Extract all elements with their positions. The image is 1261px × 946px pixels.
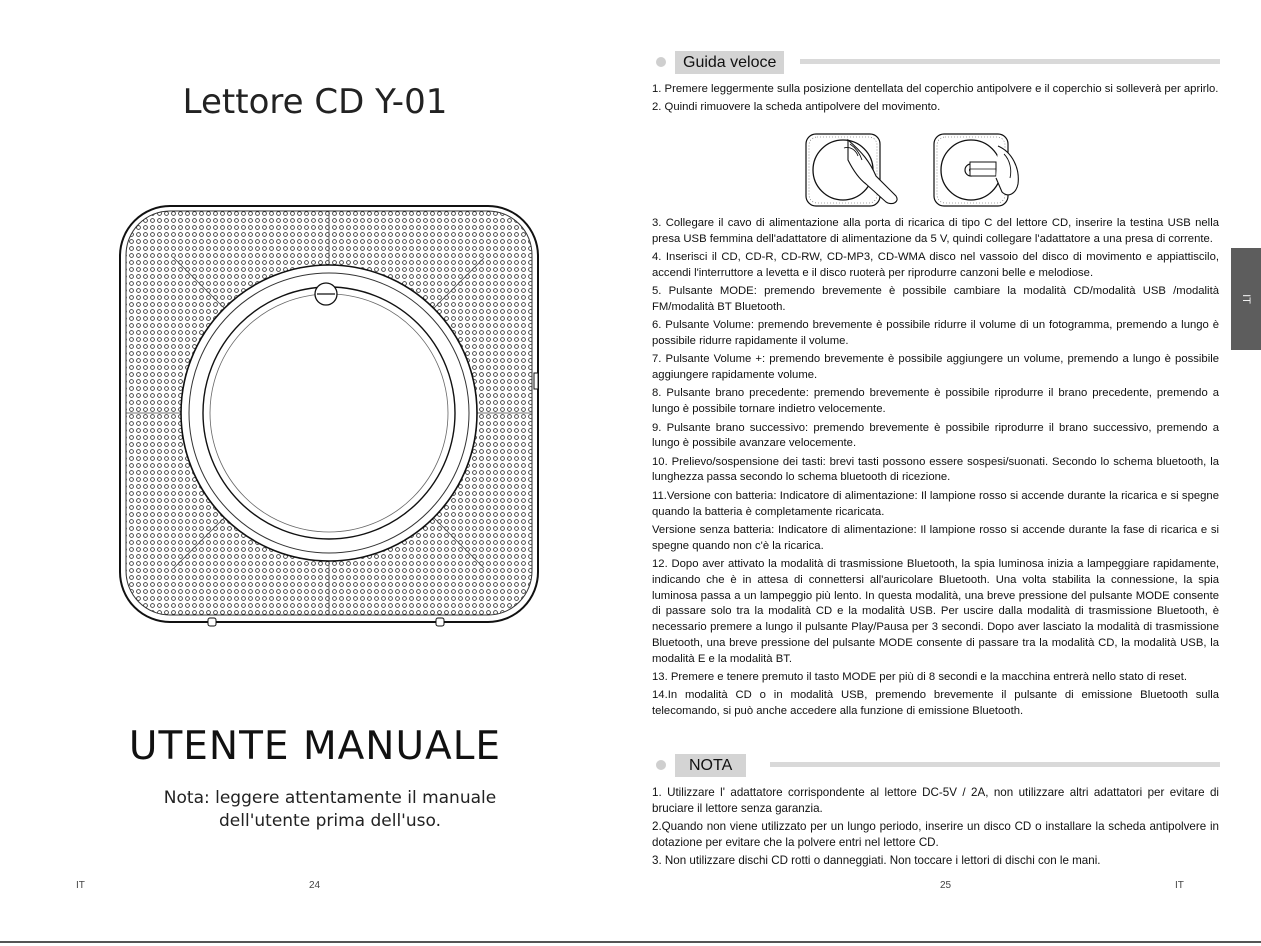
step-item: 7. Pulsante Volume +: premendo brevemente è possibile aggiungere un volume, premendo a lungo è possibile aggiungere rapidamente volume. [652,353,1219,382]
step-item: 3. Collegare il cavo di alimentazione alla porta di ricarica di tipo C del lettore CD, inserire la testina USB nella presa USB femmina dell'adattatore di alimentazione da 5 V, quindi collegare l'adattatore a una presa di corrente. [652,217,1219,245]
note-list [652,785,1219,869]
note-heading [652,753,1220,777]
step-item: 12. Dopo aver attivato la modalità di trasmissione Bluetooth, la spia luminosa inizia a lampeggiare rapidamente, indicando che è in attesa di connettersi all'auricolare Bluetooth. Una volta stabilita la connessione, la spia luminosa passa a un lampeggio più lento. In questa modalità, una breve pressione del pulsante MODE consente di passare solo tra la modalità CD e la modalità USB. Per uscire dalla modalità di trasmissione Bluetooth, è necessario premere a lungo il pulsante Play/Pausa per 3 secondi. Dopo aver lasciato la modalità di trasmissione Bluetooth, una breve pressione del pulsante MODE consente di passare tra la modalità CD, la modalità USB, la modalità E e la modalità BT. [652,557,1219,665]
quick-guide-steps [652,216,1219,720]
right-page [630,0,1261,946]
reading-note [120,787,540,833]
product-title: Lettore CD Y-01 [182,82,448,122]
step-item: 8. Pulsante brano precedente: premendo brevemente è possibile riprodurre il brano precedente, premendo a lungo è possibile tornare indietro velocemente. [652,387,1219,416]
note-item: 2.Quando non viene utilizzato per un lungo periodo, inserire un disco CD o installare la scheda antipolvere in dotazione per evitare che la polvere entri nel lettore CD. [652,820,1219,849]
cd-player-illustration [114,203,544,633]
step-item: 14.In modalità CD o in modalità USB, premendo brevemente il pulsante di emissione Bluetooth sulla telecomando, si può anche accedere alla funzione di emissione Bluetooth. [652,689,1219,718]
manual-title: UTENTE MANUALE [128,724,502,769]
bullet-dot-icon [656,57,666,67]
step-item: 1. Premere leggermente sulla posizione dentellata del coperchio antipolvere e il coperchio si solleverà per aprirlo. [652,83,1219,95]
heading-rule [770,762,1220,767]
step-item: 4. Inserisci il CD, CD-R, CD-RW, CD-MP3, CD-WMA disco nel vassoio del disco di movimento e appiattiscilo, accendi l'interruttore a levetta e il disco ruoterà per riprodurre canzoni belle e melodiose. [652,251,1219,279]
note-item: 1. Utilizzare l' adattatore corrispondente al lettore DC-5V / 2A, non utilizzare altri adattatori per evitare di bruciare il lettore senza garanzia. [652,786,1219,815]
reading-note-line-1: Nota: leggere attentamente il manuale [163,788,497,808]
left-page-number: 24 [309,880,321,891]
note-item: 3. Non utilizzare dischi CD rotti o danneggiati. Non toccare i lettori di dischi con le mani. [652,854,1101,868]
quick-guide-steps-intro [652,82,1219,116]
step-item: Versione senza batteria: Indicatore di alimentazione: Il lampione rosso si accende durante la fase di ricarica e si spegne quando non c'è la ricarica. [652,523,1219,552]
bullet-dot-icon [656,760,666,770]
step-item: 10. Prelievo/sospensione dei tasti: brevi tasti possono essere sospesi/suonati. Secondo lo schema bluetooth, la lunghezza passa secondo lo schema bluetooth di ricezione. [652,455,1219,484]
dust-card-removal-illustration [932,132,1032,208]
step-item: 2. Quindi rimuovere la scheda antipolvere del movimento. [652,101,941,114]
heading-rule [800,59,1220,64]
left-page [0,0,630,946]
bottom-border [0,941,1261,943]
right-page-number: 25 [940,880,952,891]
step-item: 13. Premere e tenere premuto il tasto MODE per più di 8 secondi e la macchina entrerà nello stato di reset. [652,671,1187,684]
language-side-tab [1231,248,1261,350]
step-item: 11.Versione con batteria: Indicatore di alimentazione: Il lampione rosso si accende durante la ricarica e si spegne quando la batteria è completamente ricaricata. [652,489,1219,518]
quick-guide-label: Guida veloce [675,51,784,74]
step-item: 6. Pulsante Volume: premendo brevemente è possibile ridurre il volume di un fotogramma, premendo a lungo è possibile ridurre rapidamente il volume. [652,319,1219,348]
step-item: 9. Pulsante brano successivo: premendo brevemente è possibile riprodurre il brano successivo, premendo a lungo è possibile avanzare velocemente. [652,421,1219,450]
step-item: 5. Pulsante MODE: premendo brevemente è possibile cambiare la modalità CD/modalità USB /modalità FM/modalità BT Bluetooth. [652,285,1219,313]
reading-note-line-2: dell'utente prima dell'uso. [219,811,441,831]
note-label: NOTA [675,754,746,777]
side-tab-label: IT [1240,294,1252,304]
cover-press-illustration [804,132,904,208]
right-footer-language: IT [1175,880,1184,891]
left-footer-language: IT [76,880,85,891]
quick-guide-heading [652,50,1220,74]
